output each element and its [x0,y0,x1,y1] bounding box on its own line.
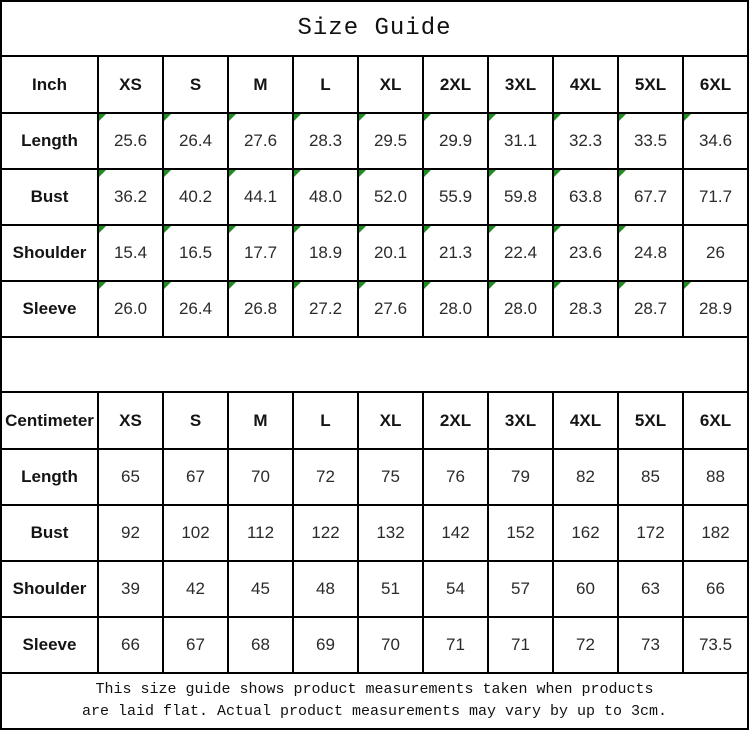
size-header-row [1,56,748,113]
measurement-value-cell [553,281,618,337]
measurement-value: 25.6 [113,131,148,150]
measurement-value: 79 [511,467,530,486]
measurement-value: 28.0 [438,299,473,318]
measurement-value: 70 [251,467,270,486]
measurement-value: 48 [316,579,335,598]
measurement-value: 69 [316,635,335,654]
measurement-value-cell [293,169,358,225]
spacer-cell [1,337,748,392]
measurement-value-cell [683,449,748,505]
measurement-value-cell [423,505,488,561]
stored-as-text-marker [619,282,626,289]
measurement-value-cell [163,617,228,673]
measurement-value: 24.8 [633,243,668,262]
stored-as-text-marker [294,170,301,177]
size-column-header: S [163,392,228,449]
measurement-value-cell [228,561,293,617]
measurement-value-cell [228,113,293,169]
measurement-value: 92 [121,523,140,542]
measurement-value-cell [618,113,683,169]
measurement-value-cell [488,449,553,505]
stored-as-text-marker [359,114,366,121]
stored-as-text-marker [99,226,106,233]
size-column-header: 6XL [683,392,748,449]
measurement-value: 27.6 [243,131,278,150]
measurement-value: 44.1 [243,187,278,206]
measurement-value: 51 [381,579,400,598]
measurement-value: 72 [576,635,595,654]
measurement-value-cell [423,449,488,505]
measurement-value-cell [358,281,423,337]
measurement-value-cell [683,561,748,617]
footer-row [1,673,748,730]
measurement-value: 48.0 [308,187,343,206]
unit-label: Inch [1,56,98,113]
measurement-value-cell [488,113,553,169]
size-column-header: M [228,392,293,449]
size-column-header: 6XL [683,56,748,113]
centimeter-table-body [1,392,748,673]
measurement-value: 28.9 [698,299,733,318]
measurement-value: 28.7 [633,299,668,318]
measurement-value-cell [98,113,163,169]
measurement-value: 21.3 [438,243,473,262]
measurement-value-cell [683,169,748,225]
stored-as-text-marker [99,170,106,177]
measurement-label: Length [1,113,98,169]
measurement-value-cell [488,561,553,617]
measurement-value-cell [488,225,553,281]
measurement-value: 132 [376,523,405,542]
measurement-value-cell [618,561,683,617]
measurement-value: 22.4 [503,243,538,262]
measurement-value-cell [98,281,163,337]
measurement-value-cell [683,113,748,169]
measurement-value: 45 [251,579,270,598]
measurement-value-cell [618,281,683,337]
measurement-value: 172 [636,523,665,542]
stored-as-text-marker [99,114,106,121]
inch-table-body [1,56,748,337]
size-column-header: 5XL [618,56,683,113]
measurement-value-cell [683,617,748,673]
measurement-value-cell [618,225,683,281]
measurement-value-cell [293,281,358,337]
measurement-value-cell [98,617,163,673]
measurement-value: 82 [576,467,595,486]
measurement-value: 63.8 [568,187,603,206]
measurement-value: 40.2 [178,187,213,206]
stored-as-text-marker [164,282,171,289]
stored-as-text-marker [489,114,496,121]
measurement-value: 34.6 [698,131,733,150]
measurement-value-cell [423,169,488,225]
measurement-value: 18.9 [308,243,343,262]
size-column-header: 2XL [423,392,488,449]
measurement-value-cell [98,505,163,561]
measurement-value-cell [293,561,358,617]
measurement-value-cell [98,449,163,505]
measurement-value-cell [293,617,358,673]
measurement-value-cell [163,225,228,281]
size-column-header: L [293,56,358,113]
size-column-header: M [228,56,293,113]
measurement-value: 39 [121,579,140,598]
stored-as-text-marker [619,226,626,233]
measurement-row [1,561,748,617]
size-column-header: 4XL [553,56,618,113]
measurement-value-cell [683,505,748,561]
measurement-value-cell [228,225,293,281]
measurement-value-cell [488,505,553,561]
size-column-header: 5XL [618,392,683,449]
measurement-value-cell [163,505,228,561]
measurement-value-cell [423,617,488,673]
measurement-value-cell [358,169,423,225]
stored-as-text-marker [229,226,236,233]
measurement-value-cell [553,449,618,505]
measurement-value-cell [163,561,228,617]
stored-as-text-marker [554,282,561,289]
measurement-value: 67 [186,635,205,654]
measurement-value: 15.4 [113,243,148,262]
measurement-label: Bust [1,505,98,561]
footer-note-line2: are laid flat. Actual product measurements may vary by up to 3cm. [81,703,668,720]
measurement-value: 29.5 [373,131,408,150]
size-column-header: 4XL [553,392,618,449]
measurement-value-cell [423,561,488,617]
stored-as-text-marker [294,114,301,121]
measurement-row [1,169,748,225]
measurement-value: 67.7 [633,187,668,206]
size-column-header: S [163,56,228,113]
measurement-value-cell [228,617,293,673]
measurement-value: 102 [181,523,210,542]
measurement-value: 122 [311,523,340,542]
stored-as-text-marker [164,114,171,121]
measurement-value: 73 [641,635,660,654]
measurement-value: 26 [706,243,725,262]
measurement-value: 71.7 [698,187,733,206]
stored-as-text-marker [554,170,561,177]
measurement-value-cell [163,169,228,225]
measurement-value-cell [553,113,618,169]
measurement-value-cell [163,449,228,505]
measurement-value-cell [293,225,358,281]
measurement-value-cell [423,281,488,337]
measurement-value-cell [553,617,618,673]
measurement-label: Sleeve [1,281,98,337]
measurement-value: 26.4 [178,131,213,150]
measurement-value-cell [163,281,228,337]
stored-as-text-marker [229,282,236,289]
measurement-value-cell [423,113,488,169]
measurement-value-cell [98,561,163,617]
measurement-value-cell [358,225,423,281]
measurement-value: 16.5 [178,243,213,262]
unit-label: Centimeter [1,392,98,449]
stored-as-text-marker [424,226,431,233]
measurement-value: 182 [701,523,730,542]
measurement-label: Shoulder [1,225,98,281]
measurement-value: 65 [121,467,140,486]
size-column-header: 2XL [423,56,488,113]
measurement-value: 57 [511,579,530,598]
measurement-value: 70 [381,635,400,654]
measurement-row [1,225,748,281]
measurement-value-cell [553,505,618,561]
measurement-value: 23.6 [568,243,603,262]
measurement-value: 28.3 [308,131,343,150]
measurement-value: 152 [506,523,535,542]
measurement-value: 85 [641,467,660,486]
measurement-value-cell [683,225,748,281]
measurement-value-cell [293,449,358,505]
measurement-value: 72 [316,467,335,486]
measurement-value: 59.8 [503,187,538,206]
size-column-header: XS [98,392,163,449]
measurement-label: Shoulder [1,561,98,617]
measurement-value-cell [98,169,163,225]
measurement-value: 60 [576,579,595,598]
stored-as-text-marker [359,282,366,289]
measurement-row [1,113,748,169]
measurement-value-cell [293,113,358,169]
measurement-value-cell [488,281,553,337]
measurement-value: 67 [186,467,205,486]
measurement-value-cell [228,281,293,337]
measurement-value-cell [358,449,423,505]
page-title: Size Guide [1,1,748,56]
measurement-value-cell [163,113,228,169]
stored-as-text-marker [424,282,431,289]
stored-as-text-marker [229,114,236,121]
measurement-value: 71 [446,635,465,654]
size-header-row [1,392,748,449]
measurement-value: 112 [246,523,275,542]
table-spacer-row [1,337,748,392]
measurement-value: 26.4 [178,299,213,318]
stored-as-text-marker [489,282,496,289]
measurement-value: 66 [706,579,725,598]
measurement-value: 88 [706,467,725,486]
measurement-value-cell [488,617,553,673]
measurement-value: 32.3 [568,131,603,150]
measurement-value: 73.5 [698,635,733,654]
footer-note-line1: This size guide shows product measurements taken when products [95,681,654,699]
measurement-value: 29.9 [438,131,473,150]
stored-as-text-marker [424,170,431,177]
measurement-value: 26.8 [243,299,278,318]
measurement-value-cell [293,505,358,561]
measurement-label: Length [1,449,98,505]
measurement-value: 142 [441,523,470,542]
stored-as-text-marker [99,282,106,289]
measurement-value: 28.3 [568,299,603,318]
stored-as-text-marker [554,114,561,121]
stored-as-text-marker [424,114,431,121]
measurement-value-cell [358,561,423,617]
measurement-value: 55.9 [438,187,473,206]
measurement-value-cell [618,169,683,225]
measurement-value-cell [228,505,293,561]
measurement-value: 76 [446,467,465,486]
measurement-value-cell [553,561,618,617]
size-column-header: L [293,392,358,449]
measurement-value-cell [618,505,683,561]
measurement-row [1,617,748,673]
stored-as-text-marker [229,170,236,177]
measurement-value: 63 [641,579,660,598]
measurement-value-cell [488,169,553,225]
measurement-value-cell [553,169,618,225]
stored-as-text-marker [294,282,301,289]
stored-as-text-marker [359,170,366,177]
measurement-row [1,505,748,561]
stored-as-text-marker [554,226,561,233]
size-column-header: XL [358,56,423,113]
measurement-value: 17.7 [243,243,278,262]
measurement-value-cell [423,225,488,281]
stored-as-text-marker [164,226,171,233]
measurement-row [1,281,748,337]
measurement-value: 27.2 [308,299,343,318]
measurement-value: 28.0 [503,299,538,318]
measurement-value: 26.0 [113,299,148,318]
stored-as-text-marker [164,170,171,177]
measurement-value: 54 [446,579,465,598]
measurement-label: Sleeve [1,617,98,673]
stored-as-text-marker [684,114,691,121]
measurement-value: 52.0 [373,187,408,206]
footer-note [1,673,748,730]
stored-as-text-marker [684,282,691,289]
measurement-row [1,449,748,505]
stored-as-text-marker [359,226,366,233]
measurement-value-cell [228,169,293,225]
measurement-value-cell [228,449,293,505]
stored-as-text-marker [619,170,626,177]
measurement-value-cell [358,505,423,561]
stored-as-text-marker [489,170,496,177]
measurement-label: Bust [1,169,98,225]
measurement-value: 68 [251,635,270,654]
measurement-value: 66 [121,635,140,654]
stored-as-text-marker [489,226,496,233]
measurement-value: 27.6 [373,299,408,318]
measurement-value-cell [98,225,163,281]
stored-as-text-marker [619,114,626,121]
stored-as-text-marker [294,226,301,233]
title-row [1,1,748,56]
measurement-value-cell [358,617,423,673]
measurement-value-cell [618,617,683,673]
measurement-value-cell [358,113,423,169]
measurement-value: 31.1 [503,131,538,150]
measurement-value: 33.5 [633,131,668,150]
measurement-value-cell [618,449,683,505]
measurement-value: 20.1 [373,243,408,262]
measurement-value: 42 [186,579,205,598]
measurement-value-cell [683,281,748,337]
size-column-header: 3XL [488,392,553,449]
measurement-value: 75 [381,467,400,486]
measurement-value: 71 [511,635,530,654]
size-column-header: XL [358,392,423,449]
size-column-header: 3XL [488,56,553,113]
measurement-value: 36.2 [113,187,148,206]
measurement-value-cell [553,225,618,281]
size-column-header: XS [98,56,163,113]
measurement-value: 162 [571,523,600,542]
